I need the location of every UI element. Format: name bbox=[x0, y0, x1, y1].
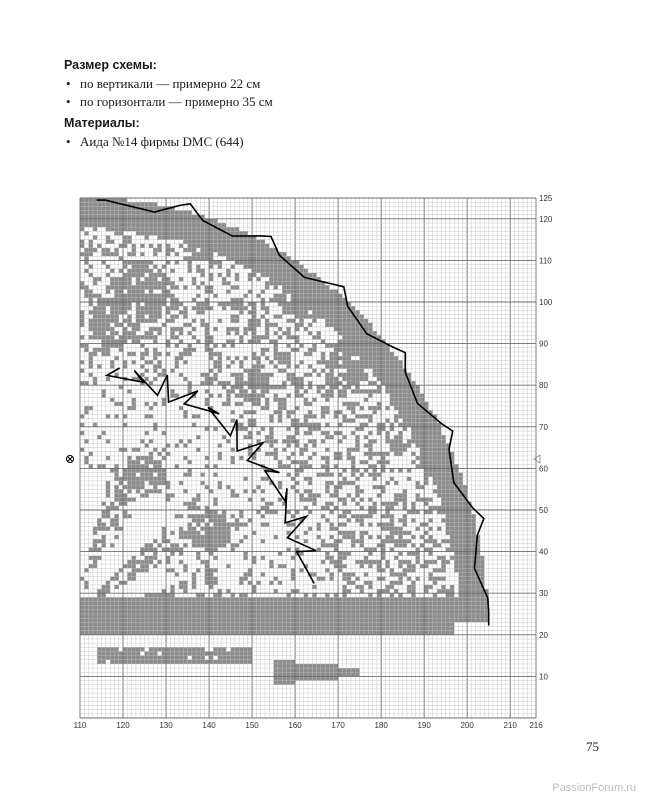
x-tick-label: 140 bbox=[202, 721, 216, 730]
cross-stitch-chart bbox=[56, 186, 556, 736]
y-tick-label: 120 bbox=[539, 214, 553, 224]
stitch-pattern bbox=[80, 198, 489, 685]
list-item: • по вертикали — примерно 22 см bbox=[66, 76, 261, 91]
y-tick-label: 50 bbox=[539, 506, 548, 515]
x-tick-label: 216 bbox=[529, 721, 543, 730]
center-arrow-icon bbox=[534, 455, 540, 463]
list-item: • по горизонтали — примерно 35 см bbox=[66, 94, 273, 109]
y-tick-label: 30 bbox=[539, 589, 548, 599]
y-axis-labels bbox=[539, 194, 553, 681]
size-heading: Размер схемы: bbox=[64, 58, 157, 72]
x-tick-label: 180 bbox=[374, 721, 388, 730]
x-tick-label: 170 bbox=[331, 721, 345, 730]
y-tick-label: 10 bbox=[539, 672, 548, 682]
page-number: 75 bbox=[586, 739, 599, 754]
list-item: • Аида №14 фирмы DMC (644) bbox=[66, 134, 244, 149]
y-tick-label: 110 bbox=[539, 256, 552, 266]
x-tick-label: 110 bbox=[73, 721, 87, 730]
y-tick-label: 90 bbox=[539, 339, 548, 349]
x-tick-label: 160 bbox=[288, 721, 302, 730]
x-tick-label: 190 bbox=[417, 721, 431, 730]
x-tick-label: 120 bbox=[116, 721, 130, 730]
y-tick-label: 20 bbox=[539, 630, 548, 640]
materials-heading: Материалы: bbox=[64, 116, 140, 130]
x-tick-label: 150 bbox=[245, 721, 259, 730]
y-tick-label: 80 bbox=[539, 381, 548, 391]
center-marker-icon bbox=[67, 456, 74, 463]
x-axis-labels bbox=[74, 721, 544, 730]
size-list bbox=[64, 75, 273, 111]
x-tick-label: 200 bbox=[460, 721, 474, 730]
y-tick-label: 100 bbox=[539, 298, 553, 307]
y-tick-label: 40 bbox=[539, 547, 548, 557]
materials-list bbox=[64, 133, 244, 151]
x-tick-label: 210 bbox=[503, 721, 517, 730]
y-tick-label: 60 bbox=[539, 464, 548, 474]
y-tick-label: 125 bbox=[539, 194, 553, 203]
watermark: PassionForum.ru bbox=[552, 782, 636, 794]
x-tick-label: 130 bbox=[159, 721, 173, 730]
y-tick-label: 70 bbox=[539, 422, 548, 432]
